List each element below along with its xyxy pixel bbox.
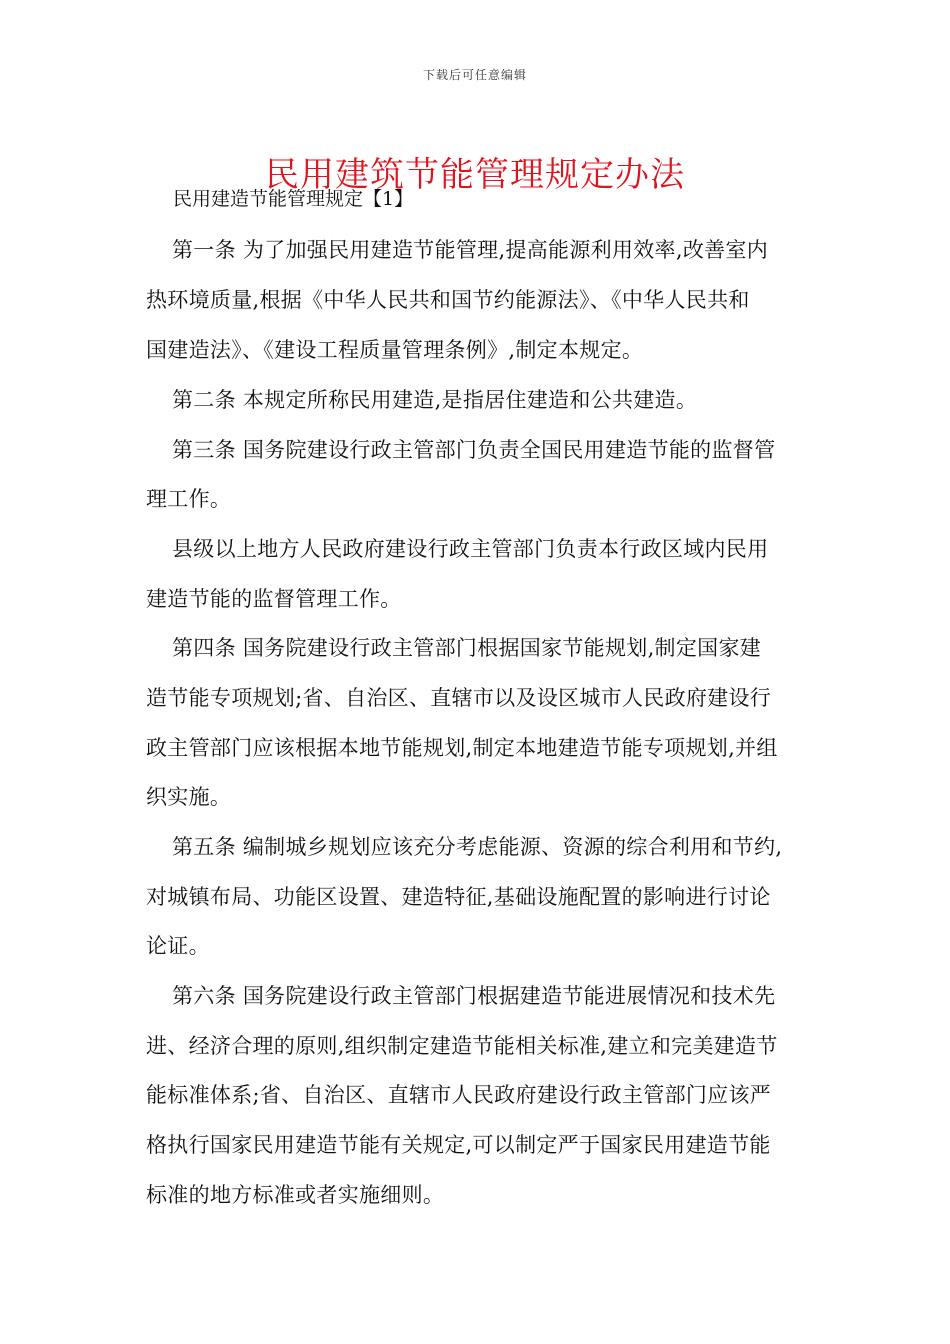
paragraph-line: 造节能专项规划;省、自治区、直辖市以及设区城市人民政府建设行 — [146, 686, 772, 710]
paragraph-line: 进、经济合理的原则,组织制定建造节能相关标准,建立和完美建造节 — [146, 1034, 778, 1058]
paragraph-line: 建造节能的监督管理工作。 — [146, 587, 402, 611]
paragraph-line: 县级以上地方人民政府建设行政主管部门负责本行政区域内民用 — [172, 537, 769, 561]
paragraph-line: 第一条 为了加强民用建造节能管理,提高能源利用效率,改善室内 — [172, 238, 769, 262]
document-title: 民用建筑节能管理规定办法 — [265, 154, 685, 195]
paragraph-line: 格执行国家民用建造节能有关规定,可以制定严于国家民用建造节能 — [146, 1133, 771, 1157]
paragraph-line: 理工作。 — [146, 487, 232, 511]
paragraph-line: 第三条 国务院建设行政主管部门负责全国民用建造节能的监督管 — [172, 438, 776, 462]
paragraph-line: 政主管部门应该根据本地节能规划,制定本地建造节能专项规划,并组 — [146, 736, 778, 760]
paragraph-line: 能标准体系;省、自治区、直辖市人民政府建设行政主管部门应该严 — [146, 1083, 772, 1107]
paragraph-line: 国建造法》、《建设工程质量管理条例》,制定本规定。 — [146, 338, 644, 362]
paragraph-line: 织实施。 — [146, 785, 232, 809]
paragraph-line: 第四条 国务院建设行政主管部门根据国家节能规划,制定国家建 — [172, 636, 762, 660]
paragraph-line: 论证。 — [146, 934, 210, 958]
header-note: 下载后可任意编辑 — [422, 68, 527, 82]
paragraph-line: 第五条 编制城乡规划应该充分考虑能源、资源的综合利用和节约, — [172, 835, 783, 859]
paragraph-line: 第六条 国务院建设行政主管部门根据建造节能进展情况和技术先 — [172, 984, 776, 1008]
document-subtitle: 民用建造节能管理规定【1】 — [173, 188, 414, 210]
paragraph-line: 热环境质量,根据《中华人民共和国节约能源法》、《中华人民共和 — [146, 288, 750, 312]
paragraph-line: 第二条 本规定所称民用建造,是指居住建造和公共建造。 — [172, 388, 698, 412]
paragraph-line: 标准的地方标准或者实施细则。 — [146, 1183, 445, 1207]
paragraph-line: 对城镇布局、功能区设置、建造特征,基础设施配置的影响进行讨论 — [146, 885, 771, 909]
